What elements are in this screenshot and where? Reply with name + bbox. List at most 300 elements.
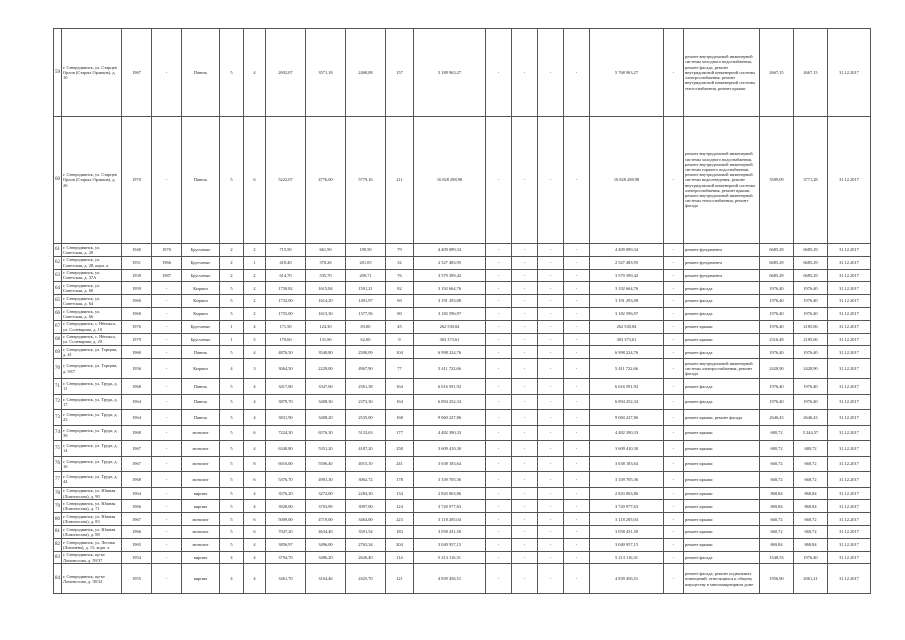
funding-2: -	[512, 441, 538, 457]
year-built: 1968	[122, 472, 152, 488]
funding-2: -	[512, 320, 538, 333]
year-built: 1951	[122, 256, 152, 269]
funding-2: -	[512, 307, 538, 320]
address-cell: г. Северодвинск, ул. Советская, д. 28, корп. а	[62, 256, 122, 269]
works-description: ремонт фасада	[684, 551, 760, 564]
residents: 223	[386, 513, 414, 526]
wall-material: Брусчатые	[182, 256, 220, 269]
living-area: 4634,40	[306, 526, 346, 539]
unit-cost: 668,72	[760, 472, 794, 488]
max-unit-cost: 6685,29	[794, 256, 828, 269]
year-built: 1966	[122, 526, 152, 539]
living-area: 3347,60	[306, 379, 346, 395]
funding-2: -	[512, 564, 538, 594]
funding-3: -	[538, 256, 564, 269]
unit-cost: 6685,29	[760, 256, 794, 269]
funding-3: -	[538, 307, 564, 320]
cost-fund: 6 616 591,92	[590, 379, 664, 395]
funding-2: -	[512, 410, 538, 426]
floors: 5	[220, 425, 244, 441]
address-cell: г. Северодвинск, ул. Южная (Ломоносова), д. 71	[62, 500, 122, 513]
cost-fund: 2 843 063,86	[590, 487, 664, 500]
entrances: 2	[244, 269, 266, 282]
cost-total: 6 998 224,76	[414, 346, 486, 359]
wall-material: кирпич	[182, 487, 220, 500]
funding-1: -	[486, 320, 512, 333]
max-unit-cost: 868,84	[794, 500, 828, 513]
funding-4: -	[564, 526, 590, 539]
cost-total: 262 530,84	[414, 320, 486, 333]
works-description: ремонт фасада	[684, 282, 760, 295]
planned-date: 31.12.2017	[828, 346, 871, 359]
year-built: 1955	[122, 564, 152, 594]
cost-fund: 4 482 390,33	[590, 425, 664, 441]
owners-funds: -	[664, 282, 684, 295]
funding-4: -	[564, 472, 590, 488]
unit-cost: 868,84	[760, 487, 794, 500]
table-body	[54, 29, 871, 594]
cost-total: 3 040 957,15	[414, 538, 486, 551]
table-row	[54, 526, 871, 539]
funding-1: -	[486, 441, 512, 457]
cost-total: 3 339 705,36	[414, 472, 486, 488]
year-reconstructed: 1987	[152, 269, 182, 282]
works-description: ремонт крыши	[684, 333, 760, 346]
funding-4: -	[564, 269, 590, 282]
funding-2: -	[512, 513, 538, 526]
entrances: 4	[244, 500, 266, 513]
funding-3: -	[538, 500, 564, 513]
funding-3: -	[538, 117, 564, 244]
address-cell: г. Северодвинск, ул. Южная (Ломоносова), д. 83	[62, 513, 122, 526]
funding-1: -	[486, 346, 512, 359]
cost-fund: 3 609 410,30	[590, 441, 664, 457]
planned-date: 31.12.2017	[828, 307, 871, 320]
residents: 177	[386, 425, 414, 441]
area-owned: 201,05	[346, 256, 386, 269]
residents: 77	[386, 359, 414, 379]
planned-date: 31.12.2017	[828, 441, 871, 457]
planned-date: 31.12.2017	[828, 456, 871, 472]
cost-fund: 16 828 288,98	[590, 117, 664, 244]
year-built: 1940	[122, 244, 152, 257]
residents: 211	[386, 117, 414, 244]
funding-2: -	[512, 456, 538, 472]
wall-material: Брусчатые	[182, 269, 220, 282]
owners-funds: -	[664, 333, 684, 346]
residents: 178	[386, 472, 414, 488]
max-unit-cost: 6685,29	[794, 244, 828, 257]
table-row	[54, 394, 871, 410]
year-built: 1967	[122, 456, 152, 472]
floors: 5	[220, 295, 244, 308]
entrances: 4	[244, 441, 266, 457]
unit-cost: 1976,40	[760, 379, 794, 395]
table-row	[54, 244, 871, 257]
entrances: 2	[244, 282, 266, 295]
cost-fund: 3 182 596,97	[590, 307, 664, 320]
area-owned: 2500,09	[346, 346, 386, 359]
row-number: 76	[54, 456, 62, 472]
funding-4: -	[564, 282, 590, 295]
max-unit-cost: 868,84	[794, 538, 828, 551]
entrances: 6	[244, 513, 266, 526]
residents: 114	[386, 551, 414, 564]
total-area: 1750,82	[266, 282, 306, 295]
wall-material: кирпич	[182, 551, 220, 564]
wall-material: монолит	[182, 513, 220, 526]
planned-date: 31.12.2017	[828, 394, 871, 410]
row-number: 73	[54, 410, 62, 426]
total-area: 4876,50	[266, 346, 306, 359]
wall-material: кирпич	[182, 564, 220, 594]
works-description: ремонт крыши	[684, 538, 760, 551]
funding-2: -	[512, 333, 538, 346]
works-description: ремонт фундамента	[684, 269, 760, 282]
year-reconstructed: -	[152, 320, 182, 333]
owners-funds: -	[664, 359, 684, 379]
floors: 5	[220, 117, 244, 244]
row-number: 65	[54, 295, 62, 308]
cost-fund: 3 118 205,04	[590, 513, 664, 526]
area-owned: 2763,34	[346, 538, 386, 551]
entrances: 4	[244, 410, 266, 426]
wall-material: монолит	[182, 472, 220, 488]
total-area: 3794,70	[266, 551, 306, 564]
unit-cost: 1548,53	[760, 551, 794, 564]
row-number: 83	[54, 551, 62, 564]
area-owned: 2626,40	[346, 551, 386, 564]
planned-date: 31.12.2017	[828, 29, 871, 117]
max-unit-cost: 2667,15	[794, 29, 828, 117]
area-owned: 2561,38	[346, 379, 386, 395]
wall-material: Кирпич	[182, 359, 220, 379]
residents: 80	[386, 307, 414, 320]
table-row	[54, 346, 871, 359]
wall-material: Кирпич	[182, 307, 220, 320]
unit-cost: 1976,40	[760, 394, 794, 410]
year-built: 1967	[122, 513, 152, 526]
cost-total: 3 058 431,50	[414, 526, 486, 539]
address-cell: г. Северодвинск, ул. Труда, д. 44	[62, 472, 122, 488]
table-row	[54, 269, 871, 282]
floors: 4	[220, 551, 244, 564]
owners-funds: -	[664, 394, 684, 410]
funding-2: -	[512, 256, 538, 269]
row-number: 71	[54, 379, 62, 395]
residents: 69	[386, 295, 414, 308]
year-reconstructed: -	[152, 394, 182, 410]
total-area: 3831,90	[266, 410, 306, 426]
year-built: 1964	[122, 394, 152, 410]
year-built: 1939	[122, 269, 152, 282]
funding-4: -	[564, 256, 590, 269]
floors: 5	[220, 307, 244, 320]
row-number: 84	[54, 564, 62, 594]
year-built: 1954	[122, 551, 152, 564]
funding-1: -	[486, 487, 512, 500]
funding-3: -	[538, 487, 564, 500]
max-unit-cost: 5 244,37	[794, 425, 828, 441]
address-cell: г. Северодвинск, ул. Труда, д. 25	[62, 410, 122, 426]
funding-1: -	[486, 456, 512, 472]
owners-funds: -	[664, 307, 684, 320]
floors: 5	[220, 487, 244, 500]
funding-1: -	[486, 256, 512, 269]
funding-3: -	[538, 526, 564, 539]
cost-total: 303 373,61	[414, 333, 486, 346]
works-description: ремонт крыши	[684, 425, 760, 441]
max-unit-cost: 3771,28	[794, 117, 828, 244]
planned-date: 31.12.2017	[828, 487, 871, 500]
max-unit-cost: 1976,40	[794, 307, 828, 320]
living-area: 6576,30	[306, 425, 346, 441]
funding-3: -	[538, 29, 564, 117]
year-built: 1976	[122, 320, 152, 333]
address-cell: г. Северодвинск, ул. Труда, д. 17	[62, 394, 122, 410]
row-number: 61	[54, 244, 62, 257]
table-row	[54, 551, 871, 564]
funding-2: -	[512, 244, 538, 257]
address-cell: г. Северодвинск, с. Нёнокса, ул. Солеварова, д. 10	[62, 320, 122, 333]
funding-1: -	[486, 500, 512, 513]
cost-total: 4 482 390,33	[414, 425, 486, 441]
entrances: 6	[244, 526, 266, 539]
funding-1: -	[486, 29, 512, 117]
entrances: 4	[244, 487, 266, 500]
max-unit-cost: 6685,29	[794, 269, 828, 282]
entrances: 6	[244, 472, 266, 488]
total-area: 3879,70	[266, 394, 306, 410]
total-area: 5376,70	[266, 472, 306, 488]
unit-cost: 2646,43	[760, 410, 794, 426]
funding-3: -	[538, 346, 564, 359]
living-area: 5506,40	[306, 456, 346, 472]
area-owned: 3997,00	[346, 500, 386, 513]
planned-date: 31.12.2017	[828, 564, 871, 594]
year-built: 1979	[122, 333, 152, 346]
owners-funds: -	[664, 487, 684, 500]
wall-material: Панель	[182, 346, 220, 359]
total-area: 7047,20	[266, 526, 306, 539]
living-area: 5351,20	[306, 441, 346, 457]
living-area: 1614,20	[306, 295, 346, 308]
row-number: 78	[54, 487, 62, 500]
entrances: 1	[244, 256, 266, 269]
residents: 9	[386, 333, 414, 346]
wall-material: монолит	[182, 456, 220, 472]
year-reconstructed: 1966	[152, 256, 182, 269]
funding-4: -	[564, 295, 590, 308]
cost-fund: 4 409 089,34	[590, 244, 664, 257]
address-cell: г. Северодвинск, ул. Советская, д. 37А	[62, 269, 122, 282]
address-cell: г. Северодвинск, ул. Советская, д. 66	[62, 307, 122, 320]
row-number: 74	[54, 425, 62, 441]
address-cell: г. Северодвинск, ул. Труда, д. 16	[62, 456, 122, 472]
unit-cost: 2316,48	[760, 333, 794, 346]
unit-cost: 2428,90	[760, 359, 794, 379]
year-reconstructed: -	[152, 359, 182, 379]
total-area: 418,40	[266, 256, 306, 269]
area-owned: 5779,16	[346, 117, 386, 244]
cost-fund: 3 191 293,08	[590, 295, 664, 308]
year-built: 1968	[122, 379, 152, 395]
owners-funds: -	[664, 456, 684, 472]
planned-date: 31.12.2017	[828, 320, 871, 333]
owners-funds: -	[664, 513, 684, 526]
residents: 121	[386, 564, 414, 594]
works-description: ремонт фасада	[684, 379, 760, 395]
planned-date: 31.12.2017	[828, 333, 871, 346]
row-number: 77	[54, 472, 62, 488]
total-area: 170,60	[266, 333, 306, 346]
year-reconstructed: -	[152, 410, 182, 426]
residents: 183	[386, 526, 414, 539]
owners-funds: -	[664, 117, 684, 244]
year-reconstructed: -	[152, 456, 182, 472]
wall-material: кирпич	[182, 500, 220, 513]
total-area: 6340,80	[266, 441, 306, 457]
floors: 5	[220, 282, 244, 295]
area-owned: 2468,08	[346, 29, 386, 117]
owners-funds: -	[664, 346, 684, 359]
floors: 5	[220, 441, 244, 457]
funding-4: -	[564, 29, 590, 117]
total-area: 1755,00	[266, 307, 306, 320]
cost-total: 3 579 399,42	[414, 269, 486, 282]
address-cell: г. Северодвинск, ул. Советская, д. 60	[62, 282, 122, 295]
year-built: 1959	[122, 282, 152, 295]
year-reconstructed: -	[152, 307, 182, 320]
year-reconstructed: -	[152, 472, 182, 488]
table-row	[54, 487, 871, 500]
wall-material: монолит	[182, 425, 220, 441]
row-number: 63	[54, 269, 62, 282]
floors: 5	[220, 456, 244, 472]
funding-1: -	[486, 282, 512, 295]
owners-funds: -	[664, 500, 684, 513]
address-cell: г. Северодвинск, ул. Советская, д. 20	[62, 244, 122, 257]
cost-total: 4 409 089,34	[414, 244, 486, 257]
table-row	[54, 564, 871, 594]
year-built: 1964	[122, 487, 152, 500]
works-description: ремонт крыши	[684, 472, 760, 488]
address-cell: г. Северодвинск, ул. Торцева, д. 59/7	[62, 359, 122, 379]
cost-fund: 5 213 116,31	[590, 551, 664, 564]
cost-total: 16 828 288,98	[414, 117, 486, 244]
wall-material: Кирпич	[182, 282, 220, 295]
funding-2: -	[512, 538, 538, 551]
unit-cost: 6685,29	[760, 244, 794, 257]
total-area: 3064,50	[266, 359, 306, 379]
address-cell: г. Северодвинск, ул. Южная (Ломоносова), д. 88	[62, 526, 122, 539]
floors: 5	[220, 538, 244, 551]
table-row	[54, 295, 871, 308]
planned-date: 31.12.2017	[828, 500, 871, 513]
wall-material: Панель	[182, 394, 220, 410]
year-reconstructed: -	[152, 295, 182, 308]
year-reconstructed: -	[152, 425, 182, 441]
cost-fund: 9 060 227,86	[590, 410, 664, 426]
funding-4: -	[564, 487, 590, 500]
area-owned: 1491,97	[346, 295, 386, 308]
funding-4: -	[564, 513, 590, 526]
owners-funds: -	[664, 29, 684, 117]
owners-funds: -	[664, 472, 684, 488]
max-unit-cost: 1976,40	[794, 379, 828, 395]
unit-cost: 1956,90	[760, 564, 794, 594]
row-number: 81	[54, 526, 62, 539]
cost-fund: 6 998 224,76	[590, 346, 664, 359]
wall-material: Брусчатые	[182, 333, 220, 346]
works-description: ремонт крыши, ремонт фасада	[684, 410, 760, 426]
year-built: 1964	[122, 410, 152, 426]
living-area: 3703,89	[306, 500, 346, 513]
year-reconstructed: -	[152, 379, 182, 395]
cost-fund: 5 768 963,27	[590, 29, 664, 117]
floors: 5	[220, 472, 244, 488]
cost-total: 5 188 963,27	[414, 29, 486, 117]
floors: 4	[220, 359, 244, 379]
planned-date: 31.12.2017	[828, 410, 871, 426]
cost-total: 3 118 205,04	[414, 513, 486, 526]
funding-2: -	[512, 472, 538, 488]
funding-4: -	[564, 441, 590, 457]
owners-funds: -	[664, 320, 684, 333]
funding-2: -	[512, 117, 538, 244]
area-owned: 2373,30	[346, 394, 386, 410]
funding-3: -	[538, 359, 564, 379]
cost-fund: 303 373,61	[590, 333, 664, 346]
planned-date: 31.12.2017	[828, 526, 871, 539]
funding-4: -	[564, 456, 590, 472]
works-description: ремонт крыши	[684, 320, 760, 333]
funding-3: -	[538, 410, 564, 426]
area-owned: 62,00	[346, 333, 386, 346]
wall-material: Кирпич	[182, 295, 220, 308]
planned-date: 31.12.2017	[828, 117, 871, 244]
funding-3: -	[538, 244, 564, 257]
area-owned: 3062,72	[346, 472, 386, 488]
area-owned: 5133,63	[346, 425, 386, 441]
total-area: 3576,20	[266, 487, 306, 500]
floors: 5	[220, 410, 244, 426]
area-owned: 3501,54	[346, 526, 386, 539]
entrances: 4	[244, 564, 266, 594]
address-cell: г. Северодвинск, ул. Южная (Ломоносова), д. 90	[62, 487, 122, 500]
row-number: 64	[54, 282, 62, 295]
address-cell: г. Северодвинск, ул. Торцева, д. 41	[62, 346, 122, 359]
floors: 5	[220, 394, 244, 410]
max-unit-cost: 1976,40	[794, 346, 828, 359]
funding-1: -	[486, 379, 512, 395]
funding-4: -	[564, 551, 590, 564]
year-built: 1967	[122, 441, 152, 457]
address-cell: г. Северодвинск, ул. Труда, д. 14	[62, 441, 122, 457]
year-reconstructed: -	[152, 513, 182, 526]
residents: 164	[386, 394, 414, 410]
residents: 168	[386, 410, 414, 426]
living-area: 1613,30	[306, 307, 346, 320]
table-row	[54, 425, 871, 441]
unit-cost: 6685,29	[760, 269, 794, 282]
funding-2: -	[512, 425, 538, 441]
floors: 2	[220, 256, 244, 269]
unit-cost: 869,84	[760, 500, 794, 513]
wall-material: Панель	[182, 410, 220, 426]
residents: 32	[386, 256, 414, 269]
year-built: 1965	[122, 538, 152, 551]
